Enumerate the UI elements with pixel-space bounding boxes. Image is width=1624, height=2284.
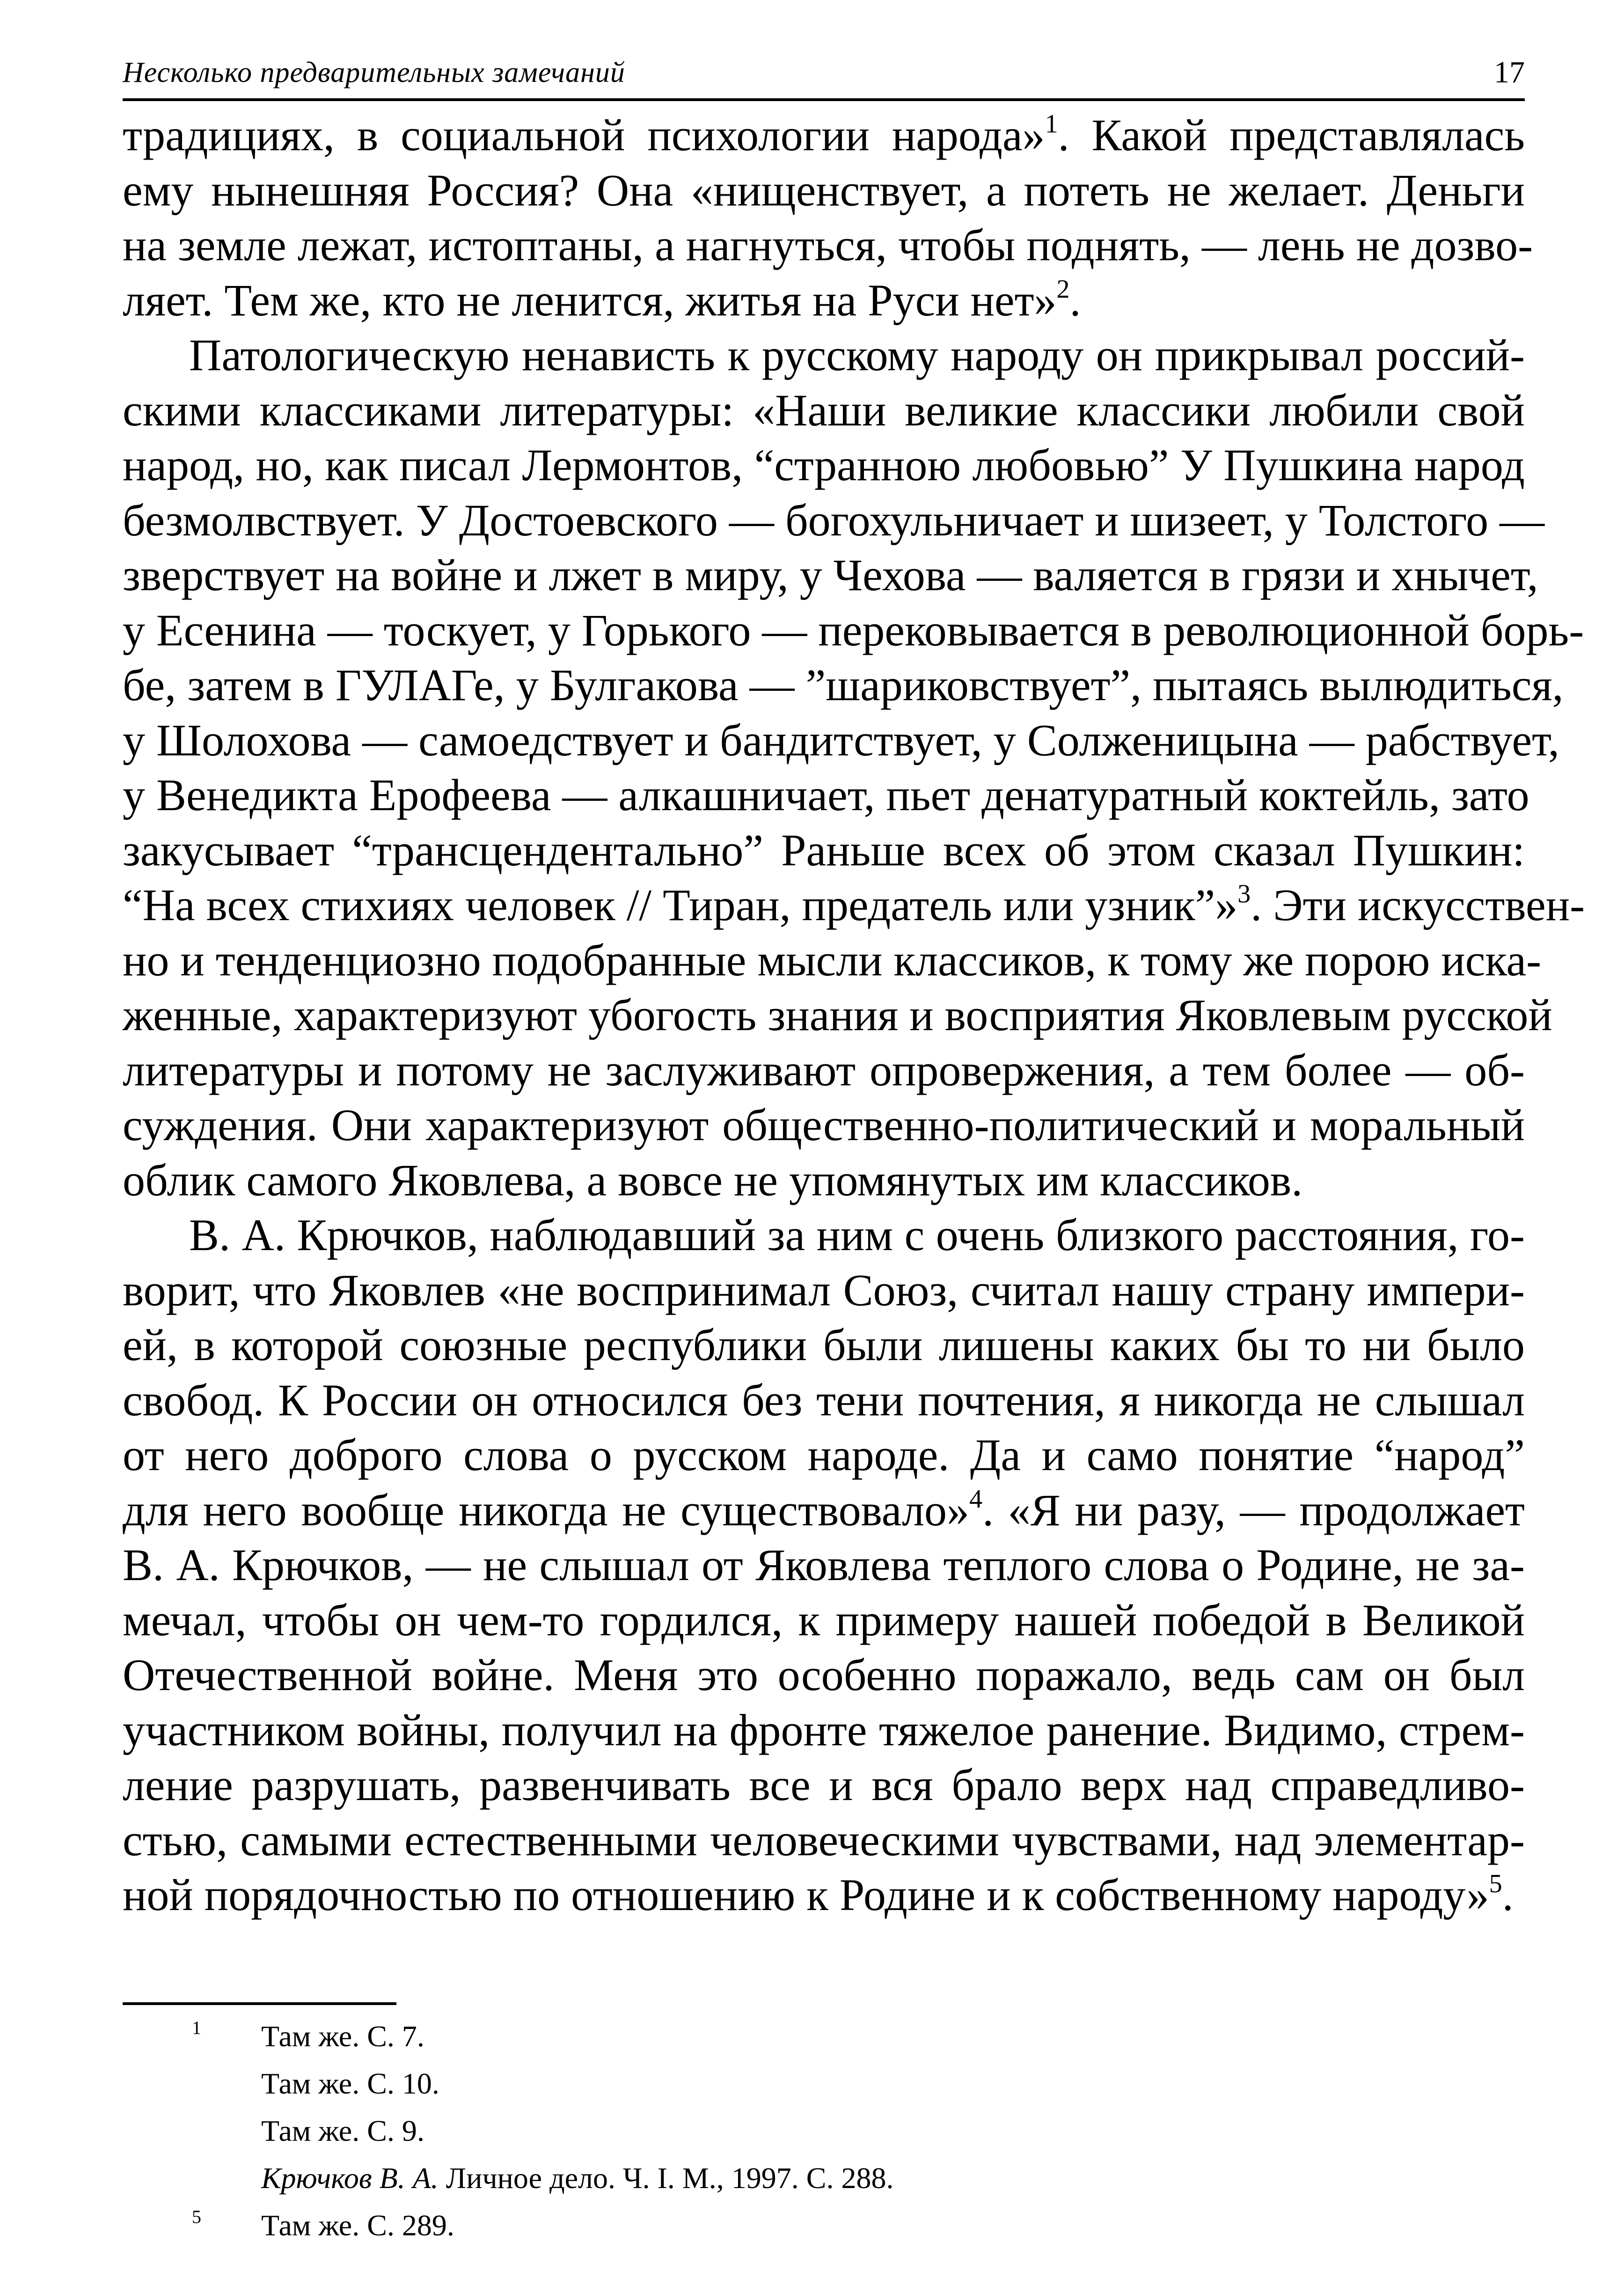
text-line <box>123 1703 1525 1758</box>
text-segment: безмолвствует. У Достоевского — богохульничает и шизеет, у Толстого — <box>123 495 1545 545</box>
text-line <box>123 1647 1525 1703</box>
footnote-text <box>261 2107 424 2154</box>
text-segment: . Какой представлялась <box>1058 110 1525 160</box>
text-line <box>123 1483 1525 1538</box>
text-line <box>123 1263 1525 1318</box>
footnote-source: Там же. С. 7. <box>261 2020 424 2053</box>
text-segment: суждения. Они характеризуют общественно-политический и моральный <box>123 1100 1525 1150</box>
text-segment: Отечественной войне. Меня это особенно поражало, ведь сам он был <box>123 1650 1525 1700</box>
footnote-reference: 5 <box>1489 1869 1502 1898</box>
footnote-source: Личное дело. Ч. I. М., 1997. С. 288. <box>438 2161 894 2195</box>
text-segment: ему нынешняя Россия? Она «нищенствует, а потеть не желает. Деньги <box>123 165 1525 215</box>
footnote <box>123 2154 1293 2202</box>
text-line <box>123 163 1525 218</box>
text-line <box>123 1813 1525 1868</box>
text-segment: но и тенденциозно подобранные мысли классиков, к тому же порою иска- <box>123 935 1542 985</box>
text-line <box>123 658 1564 713</box>
text-segment: бе, затем в ГУЛАГе, у Булгакова — ”шариковствует”, пытаясь вылюдиться, <box>123 660 1564 710</box>
main-text <box>123 108 1585 1923</box>
text-line <box>123 1428 1525 1483</box>
text-segment: ление разрушать, развенчивать все и вся брало верх над справедливо- <box>123 1760 1525 1810</box>
footnote-text <box>261 2013 424 2060</box>
text-segment: облик самого Яковлева, а вовсе не упомянутых им классиков. <box>123 1155 1303 1205</box>
footnote-separator <box>123 2002 396 2005</box>
text-segment: стью, самыми естественными человеческими чувствами, над элементар- <box>123 1815 1525 1865</box>
text-segment: участником войны, получил на фронте тяжелое ранение. Видимо, стрем- <box>123 1705 1525 1755</box>
text-segment: свобод. К России он относился без тени почтения, я никогда не слышал <box>123 1375 1525 1425</box>
text-segment: . «Я ни разу, — продолжает <box>982 1485 1525 1535</box>
text-segment: . <box>1069 275 1081 325</box>
footnote-source: Там же. С. 10. <box>261 2067 439 2100</box>
text-line <box>123 1373 1525 1428</box>
text-segment: ей, в которой союзные республики были лишены каких бы то ни было <box>123 1320 1525 1370</box>
text-line <box>123 438 1525 493</box>
text-line <box>123 1757 1525 1813</box>
text-segment: ляет. Тем же, кто не ленится, житья на Руси нет» <box>123 275 1057 325</box>
footnote <box>123 2202 1293 2249</box>
text-line <box>123 933 1542 988</box>
footnote-text <box>261 2060 439 2107</box>
text-line <box>123 823 1525 878</box>
footnote-reference: 1 <box>1045 110 1058 139</box>
text-line <box>123 1043 1525 1098</box>
text-line <box>123 1537 1525 1593</box>
footnote-reference: 4 <box>969 1484 983 1514</box>
footnote-reference: 2 <box>1056 274 1070 304</box>
text-line <box>123 603 1584 658</box>
text-line <box>123 108 1525 163</box>
footnote-number: 5 <box>192 2206 201 2227</box>
text-line <box>123 1593 1525 1648</box>
text-line <box>123 218 1533 273</box>
text-segment: женные, характеризуют убогость знания и восприятия Яковлевым русской <box>123 990 1552 1040</box>
page-number: 17 <box>1494 55 1525 89</box>
text-line <box>123 1098 1525 1153</box>
footnote-author: Крючков В. А. <box>261 2161 439 2195</box>
text-line <box>123 1867 1525 1923</box>
text-segment: закусывает “трансцендентально” Раньше всех об этом сказал Пушкин: <box>123 825 1525 875</box>
footnote-source: Там же. С. 289. <box>261 2209 454 2242</box>
running-title: Несколько предварительных замечаний <box>123 57 625 88</box>
running-header <box>123 51 1525 101</box>
footnotes <box>123 2013 1293 2249</box>
footnote-text <box>261 2202 454 2249</box>
text-segment: Патологическую ненависть к русскому народу он прикрывал россий- <box>189 330 1525 380</box>
footnote <box>123 2013 1293 2060</box>
text-segment: на земле лежат, истоптаны, а нагнуться, чтобы поднять, — лень не дозво- <box>123 220 1533 270</box>
text-segment: от него доброго слова о русском народе. Да и само понятие “народ” <box>123 1430 1525 1480</box>
text-line <box>123 878 1585 933</box>
text-line <box>123 1153 1525 1208</box>
text-line <box>123 548 1538 603</box>
text-segment: . <box>1502 1870 1514 1920</box>
text-line <box>123 1318 1525 1373</box>
text-segment: мечал, чтобы он чем-то гордился, к примеру нашей победой в Великой <box>123 1595 1525 1645</box>
text-segment: для него вообще никогда не существовало» <box>123 1485 970 1535</box>
text-segment: у Шолохова — самоедствует и бандитствует, у Солженицына — рабствует, <box>123 715 1559 765</box>
footnote <box>123 2107 1293 2154</box>
text-line <box>123 328 1525 383</box>
text-segment: скими классиками литературы: «Наши великие классики любили свой <box>123 385 1525 435</box>
text-segment: В. А. Крючков, — не слышал от Яковлева теплого слова о Родине, не за- <box>123 1540 1525 1590</box>
text-line <box>123 768 1529 823</box>
footnote-text <box>261 2154 893 2202</box>
text-segment: у Венедикта Ерофеева — алкашничает, пьет денатуратный коктейль, зато <box>123 770 1529 820</box>
text-segment: зверствует на войне и лжет в миру, у Чехова — валяется в грязи и хнычет, <box>123 550 1538 600</box>
text-line <box>123 1208 1525 1263</box>
footnote <box>123 2060 1293 2107</box>
footnote-number: 1 <box>192 2017 201 2038</box>
text-segment: ворит, что Яковлев «не воспринимал Союз, считал нашу страну импери- <box>123 1265 1525 1315</box>
text-line <box>123 273 1525 328</box>
text-segment: у Есенина — тоскует, у Горького — перековывается в революционной борь- <box>123 605 1584 655</box>
footnote-source: Там же. С. 9. <box>261 2114 424 2147</box>
footnote-reference: 3 <box>1237 879 1251 908</box>
text-segment: литературы и потому не заслуживают опровержения, а тем более — об- <box>123 1045 1525 1095</box>
text-line <box>123 383 1525 438</box>
text-segment: “На всех стихиях человек // Тиран, предатель или узник”» <box>123 880 1238 930</box>
text-segment: . Эти искусствен- <box>1251 880 1585 930</box>
text-segment: народ, но, как писал Лермонтов, “странною любовью” У Пушкина народ <box>123 440 1525 490</box>
text-segment: ной порядочностью по отношению к Родине и к собственному народу» <box>123 1870 1489 1920</box>
text-line <box>123 713 1559 768</box>
text-line <box>123 988 1552 1043</box>
text-segment: традициях, в социальной психологии народа» <box>123 110 1045 160</box>
text-segment: В. А. Крючков, наблюдавший за ним с очень близкого расстояния, го- <box>189 1210 1525 1260</box>
text-line <box>123 493 1545 548</box>
